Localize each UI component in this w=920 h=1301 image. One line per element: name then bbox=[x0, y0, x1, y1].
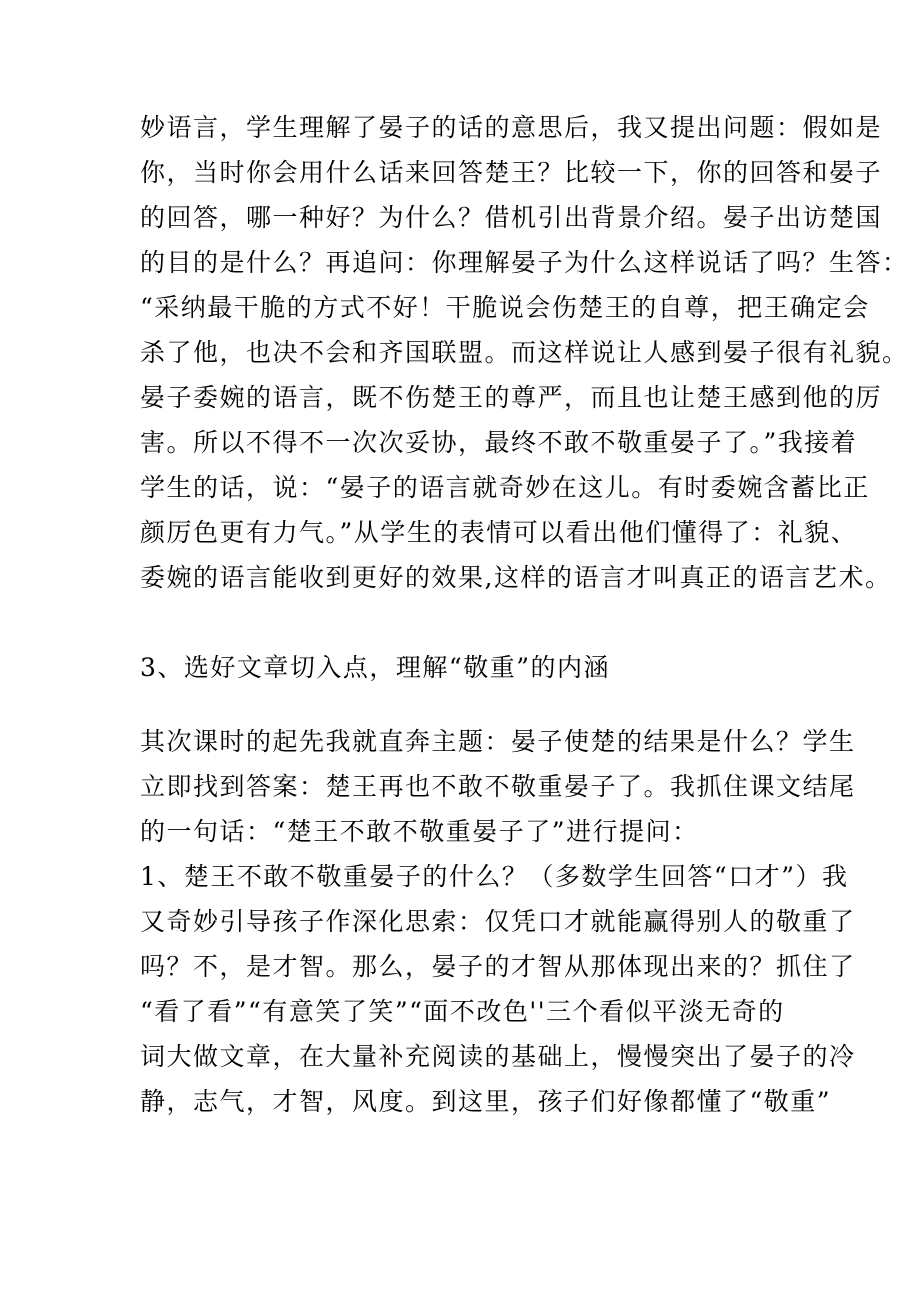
paragraph2-line: 立即找到答案：楚王再也不敢不敬重晏子了。我抓住课文结尾 bbox=[140, 772, 856, 801]
paragraph1-line: 颜厉色更有力气。”从学生的表情可以看出他们懂得了：礼貌、 bbox=[140, 518, 858, 547]
paragraph1-line: 害。所以不得不一次次妥协，最终不敢不敬重晏子了。”我接着 bbox=[140, 428, 858, 457]
paragraph1-line: 的回答，哪一种好？为什么？借机引出背景介绍。晏子出访楚国 bbox=[140, 203, 883, 232]
paragraph1-line: 委婉的语言能收到更好的效果,这样的语言才叫真正的语言艺术。 bbox=[140, 563, 892, 592]
paragraph1-line: 妙语言，学生理解了晏子的话的意思后，我又提出问题：假如是 bbox=[140, 113, 883, 142]
paragraph1-line: 杀了他，也决不会和齐国联盟。而这样说让人感到晏子很有礼貌。 bbox=[140, 338, 909, 367]
paragraph1-line: 你，当时你会用什么话来回答楚王？比较一下，你的回答和晏子 bbox=[140, 158, 883, 187]
section-heading: 3、选好文章切入点，理解“敬重”的内涵 bbox=[140, 653, 610, 682]
paragraph3-line: 1、楚王不敢不敬重晏子的什么？（多数学生回答“口才”）我 bbox=[140, 862, 849, 891]
paragraph1-line: 学生的话，说：“晏子的语言就奇妙在这儿。有时委婉含蓄比正 bbox=[140, 473, 870, 502]
paragraph2-line: 其次课时的起先我就直奔主题：晏子使楚的结果是什么？学生 bbox=[140, 727, 856, 756]
paragraph1-line: 晏子委婉的语言，既不伤楚王的尊严，而且也让楚王感到他的厉 bbox=[140, 383, 883, 412]
paragraph3-line: “看了看”“有意笑了笑”“面不改色''三个看似平淡无奇的 bbox=[140, 997, 785, 1026]
paragraph1-line: 的目的是什么？再追问：你理解晏子为什么这样说话了吗？生答： bbox=[140, 248, 909, 277]
paragraph3-line: 吗？不，是才智。那么，晏子的才智从那体现出来的？抓住了 bbox=[140, 952, 856, 981]
paragraph3-line: 静，志气，才智，风度。到这里，孩子们好像都懂了“敬重” bbox=[140, 1087, 832, 1116]
paragraph1-line: “采纳最干脆的方式不好！干脆说会伤楚王的自尊，把王确定会 bbox=[140, 293, 870, 322]
paragraph2-line: 的一句话：“楚王不敢不敬重晏子了”进行提问： bbox=[140, 817, 699, 846]
paragraph3-line: 词大做文章，在大量补充阅读的基础上，慢慢突出了晏子的冷 bbox=[140, 1042, 856, 1071]
paragraph3-line: 又奇妙引导孩子作深化思索：仅凭口才就能赢得别人的敬重了 bbox=[140, 907, 856, 936]
